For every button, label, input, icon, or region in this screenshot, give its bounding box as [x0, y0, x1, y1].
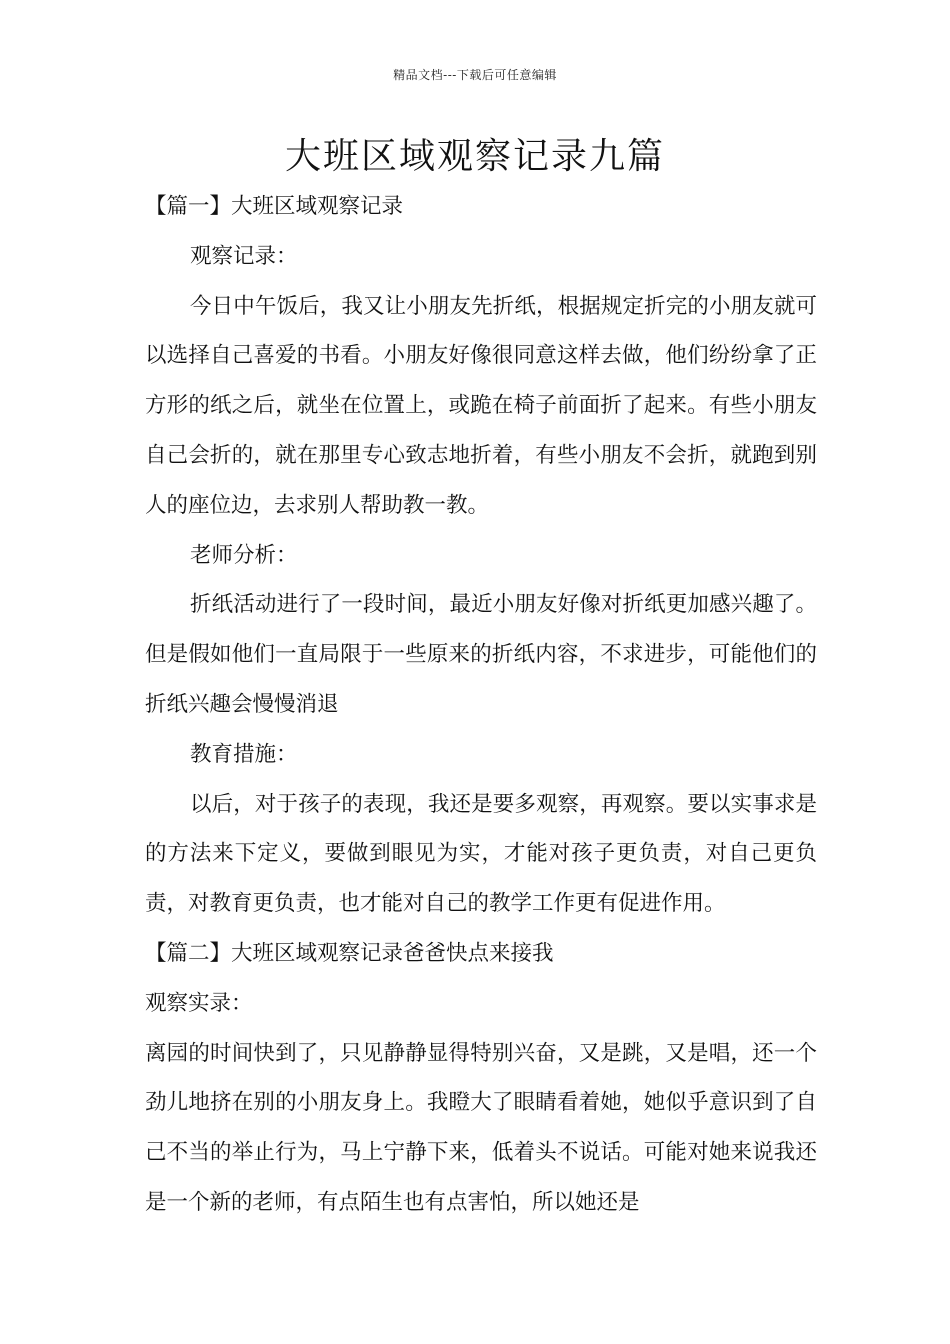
section-1-label-analysis: 老师分析：: [190, 542, 298, 568]
section-2-heading: 【篇二】大班区域观察记录爸爸快点来接我: [145, 940, 554, 966]
section-1-measures-paragraph: 以后，对于孩子的表现，我还是要多观察，再观察。要以实事求是的方法来下定义，要做到眼见为实，才能对孩子更负责，对自己更负责，对教育更负责，也才能对自己的教学工作更有促进作用。: [145, 791, 817, 917]
document-title: 大班区域观察记录九篇: [284, 136, 665, 177]
header-note: 精品文档---下载后可任意编辑: [393, 68, 557, 82]
section-1-record-paragraph: 今日中午饭后，我又让小朋友先折纸，根据规定折完的小朋友就可以选择自己喜爱的书看。小朋友好像很同意这样去做，他们纷纷拿了正方形的纸之后，就坐在位置上，或跪在椅子前面折了起来。有些小朋友自己会折的，就在那里专心致志地折着，有些小朋友不会折，就跑到别人的座位边，去求别人帮助教一教。: [145, 293, 817, 518]
section-1-label-record: 观察记录：: [190, 243, 298, 269]
section-1-heading: 【篇一】大班区域观察记录: [145, 194, 404, 219]
section-1-label-measures: 教育措施：: [190, 741, 298, 767]
document-body: [145, 182, 817, 1228]
section-1-analysis-paragraph: 折纸活动进行了一段时间，最近小朋友好像对折纸更加感兴趣了。但是假如他们一直局限于一些原来的折纸内容，不求进步，可能他们的折纸兴趣会慢慢消退: [145, 592, 817, 717]
section-2-record-paragraph: 离园的时间快到了，只见静静显得特别兴奋，又是跳，又是唱，还一个劲儿地挤在别的小朋友身上。我瞪大了眼睛看着她，她似乎意识到了自己不当的举止行为，马上宁静下来，低着头不说话。可能对她来说我还是一个新的老师，有点陌生也有点害怕，所以她还是: [145, 1040, 817, 1215]
section-2-label-record: 观察实录：: [145, 990, 253, 1016]
